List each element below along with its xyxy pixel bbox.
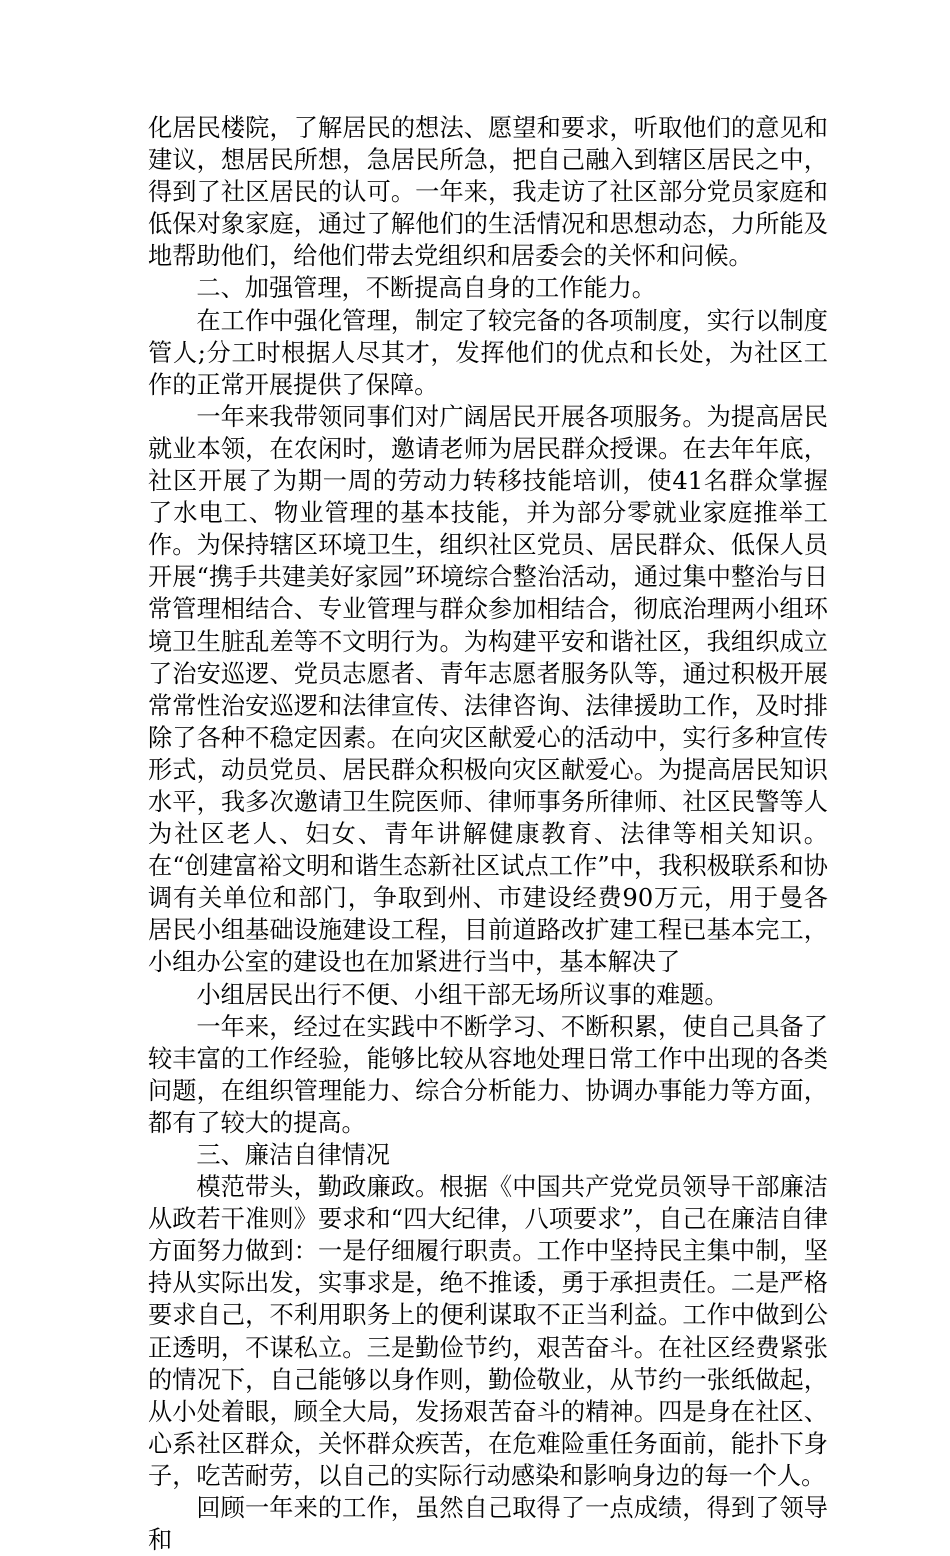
paragraph-1: 化居民楼院，了解居民的想法、愿望和要求，听取他们的意见和建议，想居民所想，急居民所急，把自己融入到辖区居民之中，得到了社区居民的认可。一年来，我走访了社区部分党员家庭和低保对象家庭，通过了解他们的生活情况和思想动态，力所能及地帮助他们，给他们带去党组织和居委会的关怀和问候。 bbox=[148, 114, 828, 271]
paragraph-8: 模范带头，勤政廉政。根据《中国共产党党员领导干部廉洁从政若干准则》要求和“四大纪律，八项要求”，自己在廉洁自律方面努力做到：一是仔细履行职责。工作中坚持民主集中制，坚持从实际出发，实事求是，绝不推诿，勇于承担责任。二是严格要求自己，不利用职务上的便利谋取不正当利益。工作中做到公正透明，不谋私立。三是勤俭节约，艰苦奋斗。在社区经费紧张的情况下，自己能够以身作则，勤俭敬业，从节约一张纸做起，从小处着眼，顾全大局，发扬艰苦奋斗的精神。四是身在社区、心系社区群众，关怀群众疾苦，在危难险重任务面前，能扑下身子，吃苦耐劳，以自己的实际行动感染和影响身边的每一个人。 bbox=[148, 1173, 828, 1490]
paragraph-5: 小组居民出行不便、小组干部无场所议事的难题。 bbox=[196, 980, 729, 1009]
section-heading-2: 二、加强管理，不断提高自身的工作能力。 bbox=[196, 274, 656, 303]
paragraph-9: 回顾一年来的工作，虽然自己取得了一点成绩，得到了领导和 bbox=[148, 1494, 828, 1555]
paragraph-4: 一年来我带领同事们对广阔居民开展各项服务。为提高居民就业本领，在农闲时，邀请老师为居民群众授课。在去年年底，社区开展了为期一周的劳动力转移技能培训，使41名群众掌握了水电工、物业管理的基本技能，并为部分零就业家庭推举工作。为保持辖区环境卫生，组织社区党员、居民群众、低保人员开展“携手共建美好家园”环境综合整治活动，通过集中整治与日常管理相结合、专业管理与群众参加相结合，彻底治理两小组环境卫生脏乱差等不文明行为。为构建平安和谐社区，我组织成立了治安巡逻、党员志愿者、青年志愿者服务队等，通过积极开展常常性治安巡逻和法律宣传、法律咨询、法律援助工作，及时排除了各种不稳定因素。在向灾区献爱心的活动中，实行多种宣传形式，动员党员、居民群众积极向灾区献爱心。为提高居民知识水平，我多次邀请卫生院医师、律师事务所律师、社区民警等人为社区老人、妇女、青年讲解健康教育、法律等相关知识。在“创建富裕文明和谐生态新社区试点工作”中，我积极联系和协调有关单位和部门，争取到州、市建设经费90万元，用于曼各居民小组基础设施建设工程，目前道路改扩建工程已基本完工，小组办公室的建设也在加紧进行当中，基本解决了 bbox=[148, 402, 828, 977]
section-heading-3: 三、廉洁自律情况 bbox=[196, 1141, 390, 1169]
paragraph-3: 在工作中强化管理，制定了较完备的各项制度，实行以制度管人;分工时根据人尽其才，发挥他们的优点和长处，为社区工作的正常开展提供了保障。 bbox=[148, 306, 828, 399]
paragraph-6: 一年来，经过在实践中不断学习、不断积累，使自己具备了较丰富的工作经验，能够比较从容地处理日常工作中出现的各类问题，在组织管理能力、综合分析能力、协调办事能力等方面，都有了较大的提高。 bbox=[148, 1012, 828, 1137]
document-body bbox=[148, 112, 828, 1556]
